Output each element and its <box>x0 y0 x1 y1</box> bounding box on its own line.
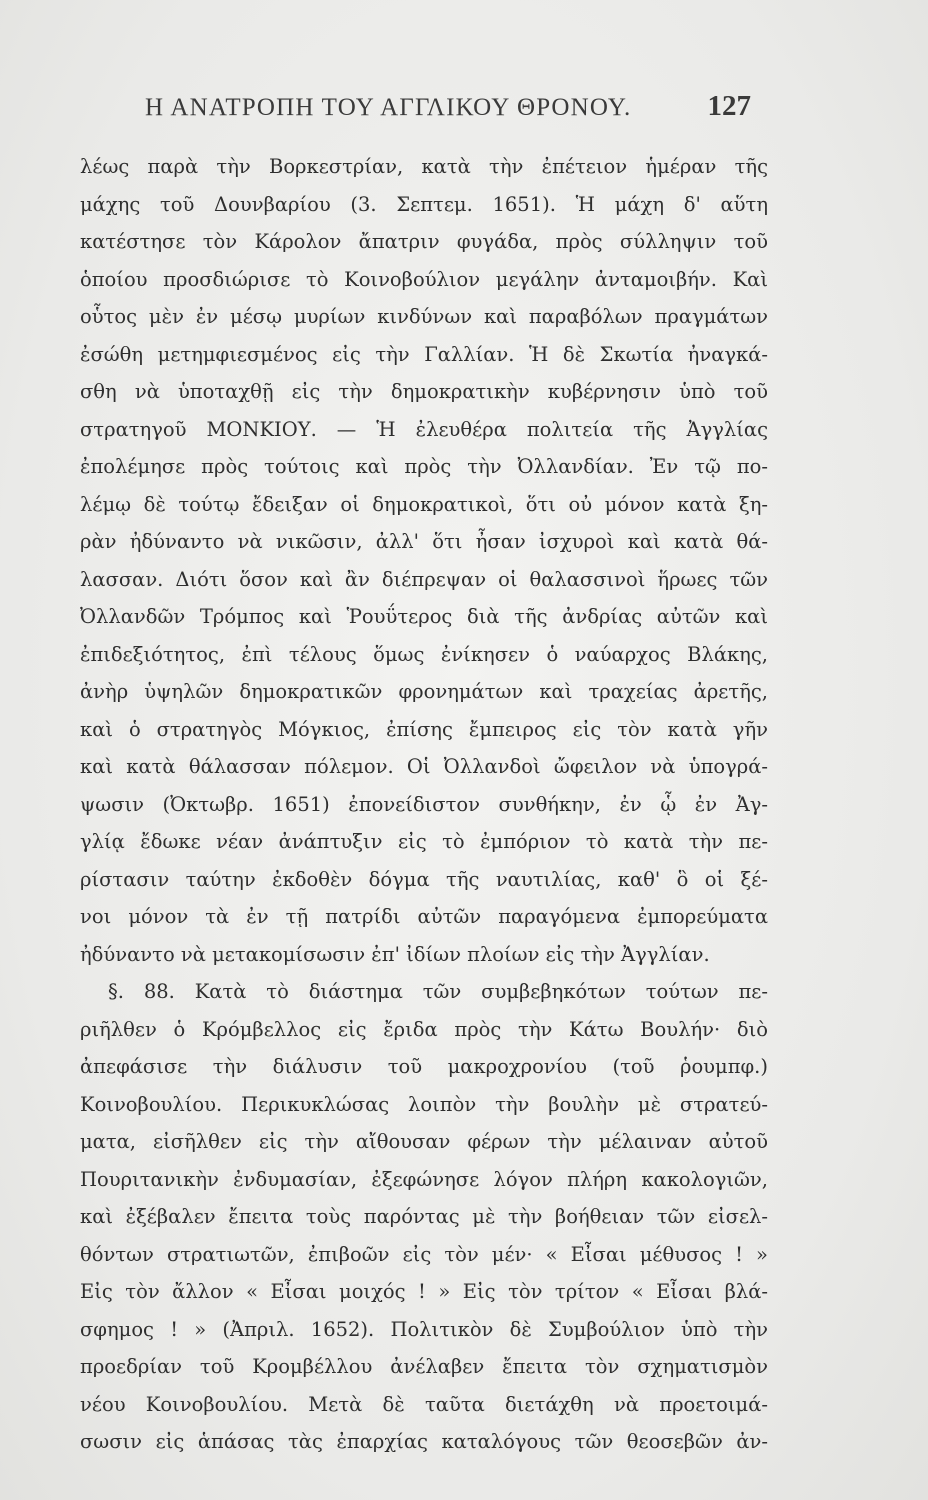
text-line: ἠδύναντο νὰ μετακομίσωσιν ἐπ' ἰδίων πλοίων εἰς τὴν Ἀγγλίαν. <box>80 942 710 966</box>
text-line: θόντων στρατιωτῶν, ἐπιβοῶν εἰς τὸν μέν· « Εἶσαι μέθυσος ! » <box>80 1242 768 1266</box>
text-line: ματα, εἰσῆλθεν εἰς τὴν αἴθουσαν φέρων τὴν μέλαιναν αὐτοῦ <box>80 1130 768 1153</box>
text-line: προεδρίαν τοῦ Κρομβέλλου ἀνέλαβεν ἔπειτα τὸν σχηματισμὸν <box>80 1355 768 1378</box>
text-line: ρὰν ἠδύναντο νὰ νικῶσιν, ἀλλ' ὅτι ἦσαν ἰσχυροὶ καὶ κατὰ θά- <box>80 530 768 553</box>
text-line: καὶ ἐξέβαλεν ἔπειτα τοὺς παρόντας μὲ τὴν βοήθειαν τῶν εἰσελ- <box>80 1205 768 1228</box>
text-line: §. 88. Κατὰ τὸ διάστημα τῶν συμβεβηκότων τούτων πε- <box>108 980 768 1003</box>
text-line: στρατηγοῦ ΜΟΝΚΙΟΥ. — Ἡ ἐλευθέρα πολιτεία τῆς Ἀγγλίας <box>80 417 768 441</box>
text-line: μάχης τοῦ Δουνβαρίου (3. Σεπτεμ. 1651). Ἡ μάχη δ' αὕτη <box>80 192 768 216</box>
text-line: νέου Κοινοβουλίου. Μετὰ δὲ ταῦτα διετάχθη νὰ προετοιμά- <box>80 1392 768 1416</box>
text-line: ἐπολέμησε πρὸς τούτοις καὶ πρὸς τὴν Ὀλλανδίαν. Ἐν τῷ πο- <box>80 455 768 478</box>
text-line: λέμῳ δὲ τούτῳ ἔδειξαν οἱ δημοκρατικοὶ, ὅτι οὐ μόνον κατὰ ξη- <box>80 492 768 516</box>
text-line: καὶ κατὰ θάλασσαν πόλεμον. Οἱ Ὀλλανδοὶ ὤφειλον νὰ ὑπογρά- <box>80 755 768 778</box>
text-line: ἀπεφάσισε τὴν διάλυσιν τοῦ μακροχρονίου (τοῦ ῥουμπφ.) <box>80 1055 768 1078</box>
text-line: ἐσώθη μετημφιεσμένος εἰς τὴν Γαλλίαν. Ἡ δὲ Σκωτία ἠναγκά- <box>80 342 768 366</box>
text-line: σθη νὰ ὑποταχθῇ εἰς τὴν δημοκρατικὴν κυβέρνησιν ὑπὸ τοῦ <box>80 380 768 403</box>
text-line: Κοινοβουλίου. Περικυκλώσας λοιπὸν τὴν βουλὴν μὲ στρατεύ- <box>80 1092 768 1116</box>
text-line: κατέστησε τὸν Κάρολον ἄπατριν φυγάδα, πρὸς σύλληψιν τοῦ <box>80 230 768 253</box>
running-title: Η ΑΝΑΤΡΟΠΗ ΤΟΥ ΑΓΓΛΙΚΟΥ ΘΡΟΝΟΥ. <box>145 94 632 121</box>
text-line: ρίστασιν ταύτην ἐκδοθὲν δόγμα τῆς ναυτιλίας, καθ' ὃ οἱ ξέ- <box>80 867 768 891</box>
text-line: ὁποίου προσδιώρισε τὸ Κοινοβούλιον μεγάλην ἀνταμοιβήν. Καὶ <box>80 267 768 291</box>
text-line: καὶ ὁ στρατηγὸς Μόγκιος, ἐπίσης ἔμπειρος εἰς τὸν κατὰ γῆν <box>80 717 768 741</box>
text-line: ψωσιν (Ὀκτωβρ. 1651) ἐπονείδιστον συνθήκην, ἐν ᾧ ἐν Ἀγ- <box>80 792 768 816</box>
text-line: ἀνὴρ ὑψηλῶν δημοκρατικῶν φρονημάτων καὶ τραχείας ἀρετῆς, <box>80 680 768 703</box>
text-line: λέως παρὰ τὴν Βορκεστρίαν, κατὰ τὴν ἐπέτειον ἡμέραν τῆς <box>80 155 768 178</box>
text-line: Πουριτανικὴν ἐνδυμασίαν, ἐξεφώνησε λόγον πλήρη κακολογιῶν, <box>80 1167 768 1191</box>
text-line: λασσαν. Διότι ὅσον καὶ ἂν διέπρεψαν οἱ θαλασσινοὶ ἥρωες τῶν <box>80 567 768 591</box>
text-line: οὗτος μὲν ἐν μέσῳ μυρίων κινδύνων καὶ παραβόλων πραγμάτων <box>80 305 768 328</box>
page-header <box>145 90 765 130</box>
text-line: γλίᾳ ἔδωκε νέαν ἀνάπτυξιν εἰς τὸ ἐμπόριον τὸ κατὰ τὴν πε- <box>80 830 768 853</box>
text-line: ριῆλθεν ὁ Κρόμβελλος εἰς ἔριδα πρὸς τὴν Κάτω Βουλήν· διὸ <box>80 1017 768 1041</box>
text-line: Εἰς τὸν ἄλλον « Εἶσαι μοιχός ! » Εἰς τὸν τρίτον « Εἶσαι βλά- <box>80 1280 768 1303</box>
text-line: ἐπιδεξιότητος, ἐπὶ τέλους ὅμως ἐνίκησεν ὁ ναύαρχος Βλάκης, <box>80 642 768 666</box>
text-line: νοι μόνον τὰ ἐν τῇ πατρίδι αὐτῶν παραγόμενα ἐμπορεύματα <box>80 905 768 928</box>
body-text <box>80 148 768 1461</box>
text-line: Ὀλλανδῶν Τρόμπος καὶ Ῥουΰτερος διὰ τῆς ἀνδρίας αὐτῶν καὶ <box>80 605 768 628</box>
text-line: σωσιν εἰς ἁπάσας τὰς ἐπαρχίας καταλόγους τῶν θεοσεβῶν ἀν- <box>80 1430 768 1453</box>
text-line: σφημος ! » (Ἀπριλ. 1652). Πολιτικὸν δὲ Συμβούλιον ὑπὸ τὴν <box>80 1317 768 1341</box>
page-number: 127 <box>707 90 751 122</box>
